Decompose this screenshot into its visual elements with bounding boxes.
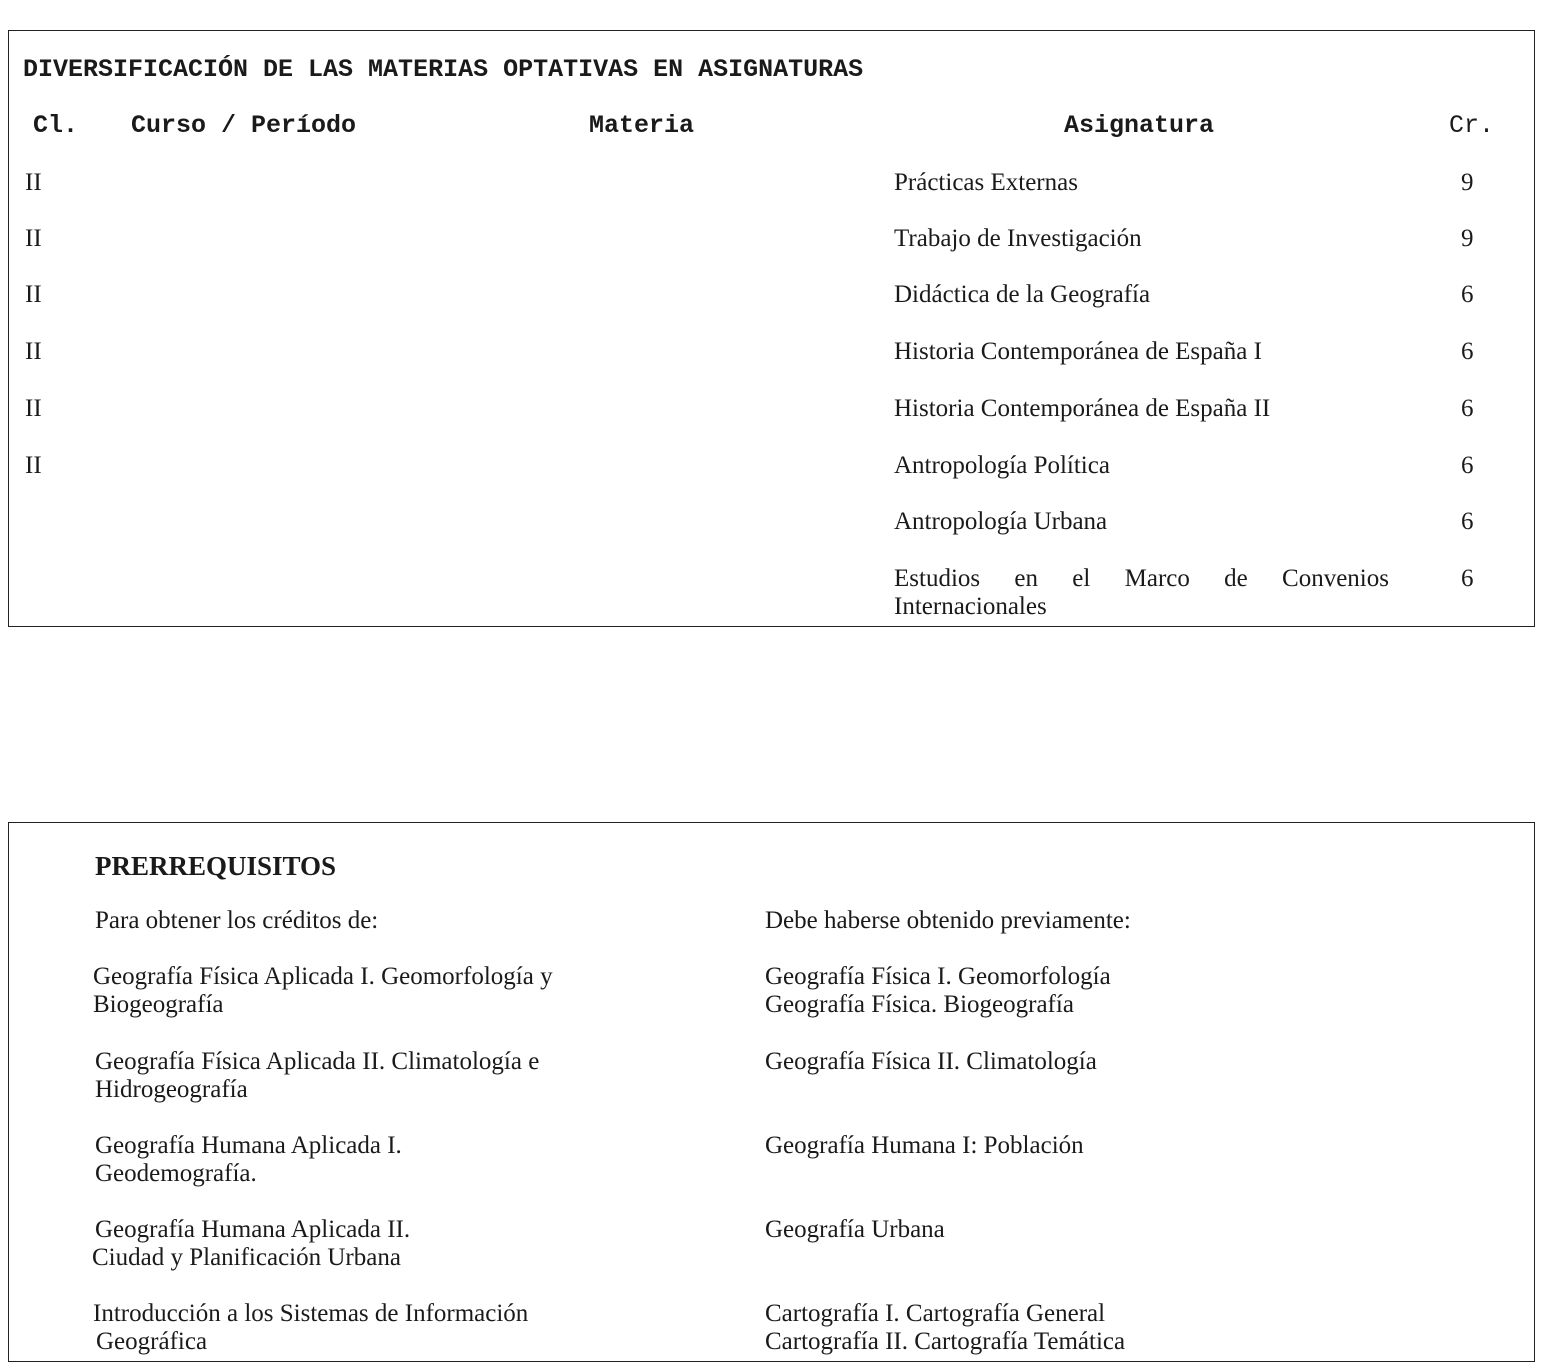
- row-cr: 6: [1461, 565, 1474, 592]
- diversificacion-table: [8, 30, 1535, 627]
- row-asignatura: Didáctica de la Geografía: [894, 281, 1151, 308]
- row-cr: 6: [1461, 281, 1474, 308]
- row-cl: II: [25, 452, 42, 479]
- header-asignatura: Asignatura: [1064, 111, 1215, 140]
- prereq-line: Geografía Humana Aplicada II.: [95, 1216, 411, 1243]
- prereq-line: Geográfica: [96, 1328, 208, 1355]
- prereq-line: Geografía Urbana: [765, 1216, 945, 1243]
- row-asignatura: Antropología Urbana: [894, 508, 1108, 535]
- left-header: Para obtener los créditos de:: [95, 907, 379, 934]
- prereq-item-right: [765, 1048, 1325, 1076]
- prereq-line: Geografía Humana Aplicada I.: [95, 1132, 402, 1159]
- diversificacion-title: DIVERSIFICACIÓN DE LAS MATERIAS OPTATIVAS EN ASIGNATURAS: [23, 55, 864, 84]
- header-cl: Cl.: [33, 111, 79, 140]
- row-cr: 6: [1461, 452, 1474, 479]
- prereq-line: Geografía Física Aplicada I. Geomorfología y: [93, 963, 553, 990]
- prerrequisitos-title: PRERREQUISITOS: [95, 851, 337, 881]
- prereq-line: Geografía Humana I: Población: [765, 1132, 1084, 1159]
- header-materia: Materia: [589, 111, 695, 140]
- row-cr: 6: [1461, 338, 1474, 365]
- row-asignatura: Historia Contemporánea de España I: [894, 338, 1262, 365]
- prereq-item-left: [93, 963, 653, 1019]
- header-cr: Cr.: [1449, 111, 1495, 140]
- prereq-line: Cartografía I. Cartografía General: [765, 1300, 1106, 1327]
- prereq-line: Biogeografía: [93, 991, 224, 1018]
- prereq-line: Geografía Física I. Geomorfología: [765, 963, 1111, 990]
- prereq-item-left: [93, 1300, 653, 1356]
- prereq-item-left: [95, 1048, 655, 1104]
- prereq-line: Geografía Física Aplicada II. Climatología e: [95, 1048, 540, 1075]
- prereq-line: Geodemografía.: [95, 1160, 257, 1187]
- prereq-line: Geografía Física II. Climatología: [765, 1048, 1097, 1075]
- prereq-line: Cartografía II. Cartografía Temática: [765, 1328, 1126, 1355]
- row-asignatura: Antropología Política: [894, 452, 1110, 479]
- row-cr: 9: [1461, 169, 1474, 196]
- row-asignatura-line: Internacionales: [894, 593, 1047, 620]
- row-cr: 9: [1461, 225, 1474, 252]
- row-cl: II: [25, 281, 42, 308]
- prereq-item-right: [765, 1300, 1325, 1356]
- row-cl: II: [25, 395, 42, 422]
- prereq-item-right: [765, 1132, 1325, 1160]
- row-asignatura: Trabajo de Investigación: [894, 225, 1142, 252]
- prereq-line: Ciudad y Planificación Urbana: [92, 1244, 401, 1271]
- right-header: Debe haberse obtenido previamente:: [765, 907, 1131, 934]
- row-cr: 6: [1461, 395, 1474, 422]
- prereq-line: Hidrogeografía: [95, 1076, 248, 1103]
- row-asignatura: Prácticas Externas: [894, 169, 1078, 196]
- row-asignatura: [894, 565, 1389, 593]
- prereq-line: Geografía Física. Biogeografía: [765, 991, 1074, 1018]
- row-asignatura: Historia Contemporánea de España II: [894, 395, 1271, 422]
- prereq-item-right: [765, 1216, 1325, 1244]
- prereq-item-left: [92, 1216, 655, 1272]
- header-curso: Curso / Período: [131, 111, 357, 140]
- row-cl: II: [25, 169, 42, 196]
- row-cl: II: [25, 225, 42, 252]
- prereq-item-left: [95, 1132, 655, 1188]
- row-cr: 6: [1461, 508, 1474, 535]
- prereq-line: Introducción a los Sistemas de Información: [93, 1300, 529, 1327]
- prereq-item-right: [765, 963, 1325, 1019]
- prerrequisitos-box: [8, 822, 1535, 1362]
- row-cl: II: [25, 338, 42, 365]
- row-asignatura-line: Estudios en el Marco de Convenios: [894, 565, 1389, 592]
